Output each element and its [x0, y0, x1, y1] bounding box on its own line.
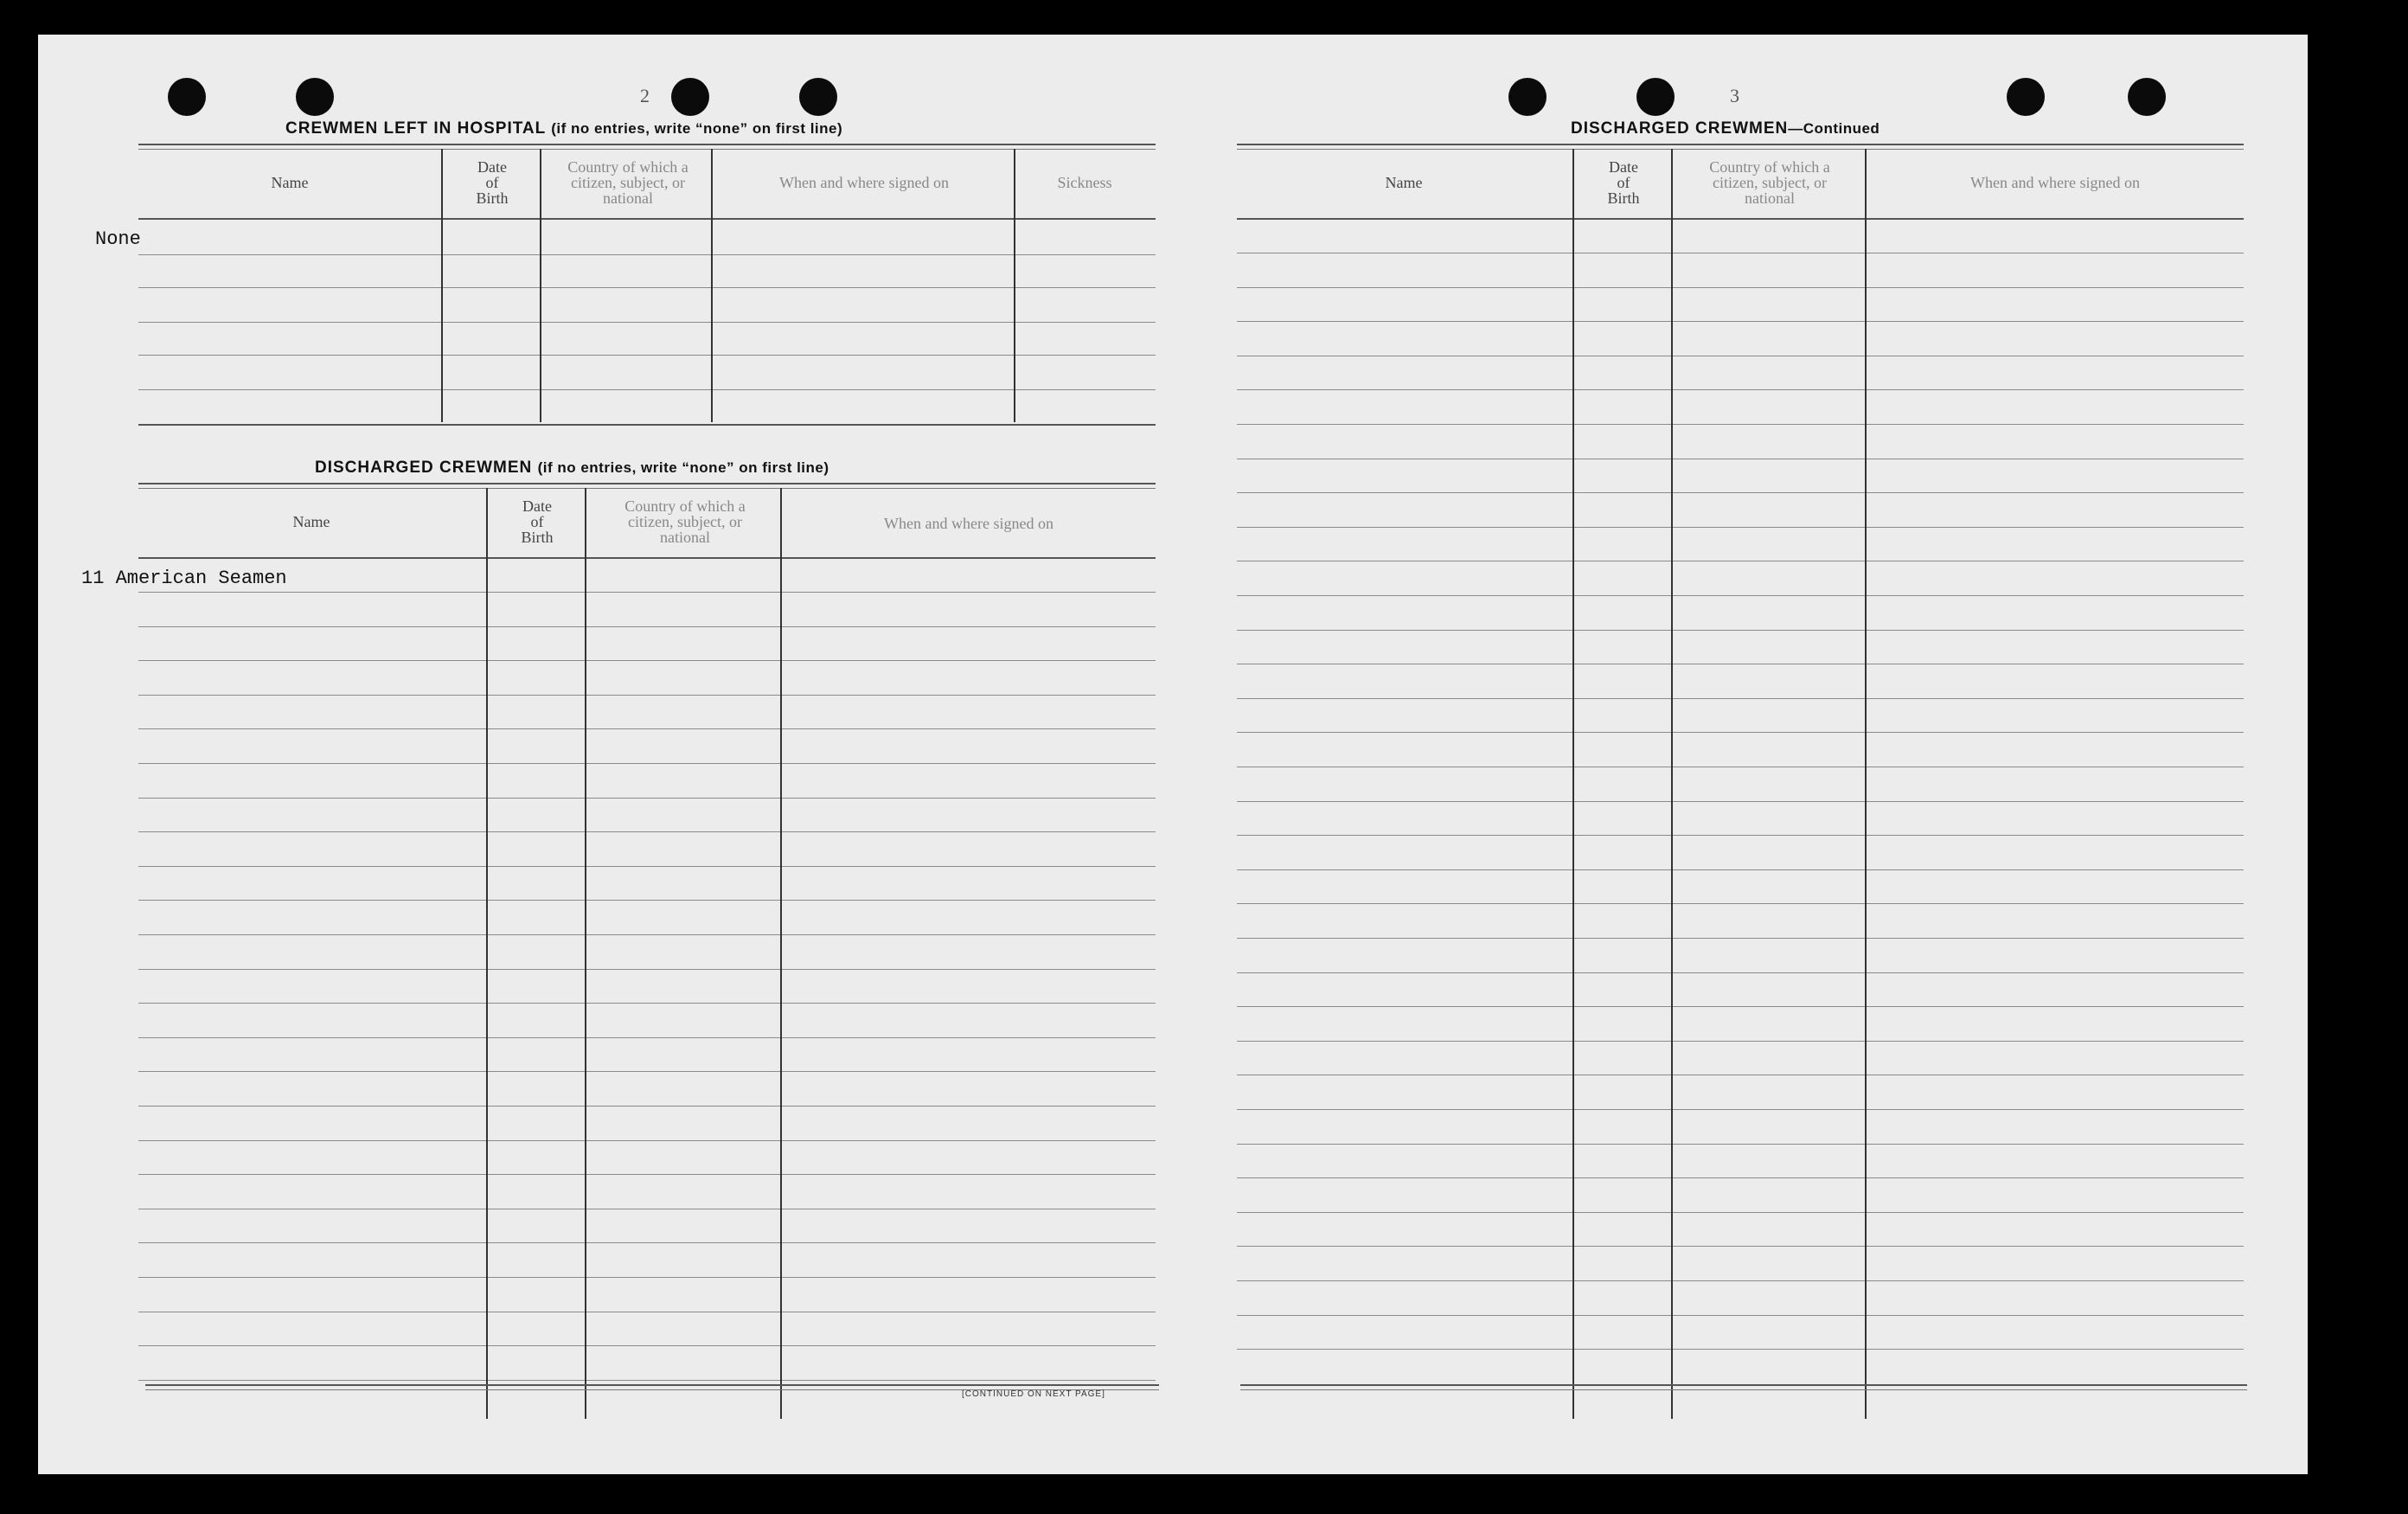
hospital-col-name: Name [271, 174, 309, 191]
discharged-row-rule [138, 798, 1156, 799]
discharged-row-rule [138, 1037, 1156, 1038]
hospital-col-country [541, 159, 714, 206]
right-row-rule [1237, 1280, 2244, 1281]
discharged-row-rule [138, 1003, 1156, 1004]
country-line: citizen, subject, or [571, 174, 685, 191]
discharged-row-rule [138, 1345, 1156, 1346]
discharged-row-rule [138, 626, 1156, 627]
right-bottom-rule [1240, 1384, 2247, 1386]
dob-line: Date [477, 158, 507, 176]
hospital-col-divider [540, 149, 541, 422]
continued-note: [CONTINUED ON NEXT PAGE] [962, 1389, 1105, 1399]
right-col-dob [1576, 159, 1671, 206]
punch-hole [2128, 78, 2166, 116]
discharged-row-rule [138, 1106, 1156, 1107]
punch-hole [168, 78, 206, 116]
discharged-row-rule [138, 660, 1156, 661]
discharged-col-country [588, 498, 782, 545]
discharged-entry: 11 American Seamen [81, 568, 287, 589]
dob-line: of [1617, 174, 1630, 191]
hospital-row-rule [138, 389, 1156, 390]
continued-title-suffix: —Continued [1788, 120, 1880, 137]
discharged-row-rule [138, 934, 1156, 935]
right-row-rule [1237, 698, 2244, 699]
page-number: 2 [640, 85, 650, 106]
discharged-row-rule [138, 763, 1156, 764]
hospital-bottom-rule [138, 424, 1156, 426]
discharged-row-rule [138, 1071, 1156, 1072]
right-row-rule [1237, 1315, 2244, 1316]
hospital-header-rule [138, 218, 1156, 220]
discharged-col-dob [490, 498, 585, 545]
hospital-row-rule [138, 322, 1156, 323]
punch-hole [799, 78, 837, 116]
right-row-rule [1237, 1212, 2244, 1213]
discharged-continued-title [1571, 119, 1880, 138]
discharged-col-divider [780, 488, 782, 1419]
hospital-row-rule [138, 254, 1156, 255]
page-number: 3 [1730, 85, 1739, 106]
discharged-row-rule [138, 728, 1156, 729]
dob-line: Birth [1607, 189, 1640, 207]
right-row-rule [1237, 424, 2244, 425]
country-line: national [603, 189, 653, 207]
country-line: Country of which a [1709, 158, 1830, 176]
right-row-rule [1237, 835, 2244, 836]
discharged-title-text: DISCHARGED CREWMEN [315, 459, 533, 477]
country-line: citizen, subject, or [1713, 174, 1827, 191]
discharged-row-rule [138, 1380, 1156, 1381]
dob-line: Date [522, 497, 552, 515]
right-top-rule [1237, 144, 2244, 145]
discharged-row-rule [138, 695, 1156, 696]
right-row-rule [1237, 938, 2244, 939]
hospital-col-sickness: Sickness [1057, 174, 1112, 191]
right-row-rule [1237, 869, 2244, 870]
hospital-title-text: CREWMEN LEFT IN HOSPITAL [285, 119, 546, 138]
right-row-rule [1237, 801, 2244, 802]
right-row-rule [1237, 1177, 2244, 1178]
discharged-col-divider [486, 488, 488, 1419]
hospital-entry: None [95, 228, 141, 250]
right-col-signed: When and where signed on [1970, 174, 2140, 191]
discharged-row-rule [138, 592, 1156, 593]
discharged-col-signed: When and where signed on [884, 515, 1054, 532]
hospital-title-subtitle: (if no entries, write “none” on first line) [551, 120, 843, 137]
right-header-rule [1237, 218, 2244, 220]
hospital-col-divider [441, 149, 443, 422]
discharged-section-title [315, 459, 829, 478]
right-col-divider [1671, 149, 1673, 1419]
hospital-row-rule [138, 355, 1156, 356]
hospital-col-signed: When and where signed on [779, 174, 949, 191]
hospital-col-divider [1014, 149, 1015, 422]
right-row-rule [1237, 903, 2244, 904]
punch-hole [1508, 78, 1547, 116]
discharged-row-rule [138, 866, 1156, 867]
dob-line: Birth [476, 189, 509, 207]
dob-line: of [530, 513, 544, 530]
discharged-header-rule [138, 557, 1156, 559]
right-col-divider [1572, 149, 1574, 1419]
right-row-rule [1237, 1041, 2244, 1042]
discharged-row-rule [138, 1140, 1156, 1141]
right-col-divider [1865, 149, 1867, 1419]
right-row-rule [1237, 287, 2244, 288]
punch-hole [1636, 78, 1675, 116]
document-sheet [38, 35, 2308, 1474]
right-row-rule [1237, 527, 2244, 528]
right-row-rule [1237, 1144, 2244, 1145]
discharged-row-rule [138, 1242, 1156, 1243]
right-row-rule [1237, 1109, 2244, 1110]
dob-line: Birth [521, 529, 554, 546]
right-row-rule [1237, 630, 2244, 631]
discharged-row-rule [138, 900, 1156, 901]
hospital-top-rule [138, 144, 1156, 145]
right-row-rule [1237, 389, 2244, 390]
punch-hole [296, 78, 334, 116]
right-col-country [1675, 159, 1865, 206]
country-line: national [1745, 189, 1795, 207]
discharged-row-rule [138, 1174, 1156, 1175]
right-row-rule [1237, 321, 2244, 322]
right-row-rule [1237, 492, 2244, 493]
hospital-col-dob [445, 159, 540, 206]
discharged-row-rule [138, 969, 1156, 970]
continued-title-text: DISCHARGED CREWMEN [1571, 119, 1789, 138]
punch-hole [671, 78, 709, 116]
discharged-row-rule [138, 831, 1156, 832]
dob-line: Date [1609, 158, 1638, 176]
right-col-name: Name [1385, 174, 1423, 191]
right-row-rule [1237, 1349, 2244, 1350]
right-row-rule [1237, 595, 2244, 596]
hospital-section-title [285, 119, 842, 138]
country-line: national [660, 529, 710, 546]
discharged-bottom-rule [145, 1384, 1159, 1386]
discharged-row-rule [138, 1277, 1156, 1278]
punch-hole [2007, 78, 2045, 116]
country-line: Country of which a [624, 497, 746, 515]
right-row-rule [1237, 732, 2244, 733]
hospital-row-rule [138, 287, 1156, 288]
discharged-col-name: Name [292, 513, 330, 530]
right-row-rule [1237, 1246, 2244, 1247]
hospital-col-divider [711, 149, 713, 422]
country-line: citizen, subject, or [628, 513, 742, 530]
discharged-title-subtitle: (if no entries, write “none” on first line) [537, 459, 829, 476]
country-line: Country of which a [567, 158, 688, 176]
right-row-rule [1237, 972, 2244, 973]
discharged-col-divider [585, 488, 586, 1419]
discharged-top-rule [138, 483, 1156, 484]
dob-line: of [485, 174, 499, 191]
right-row-rule [1237, 1006, 2244, 1007]
